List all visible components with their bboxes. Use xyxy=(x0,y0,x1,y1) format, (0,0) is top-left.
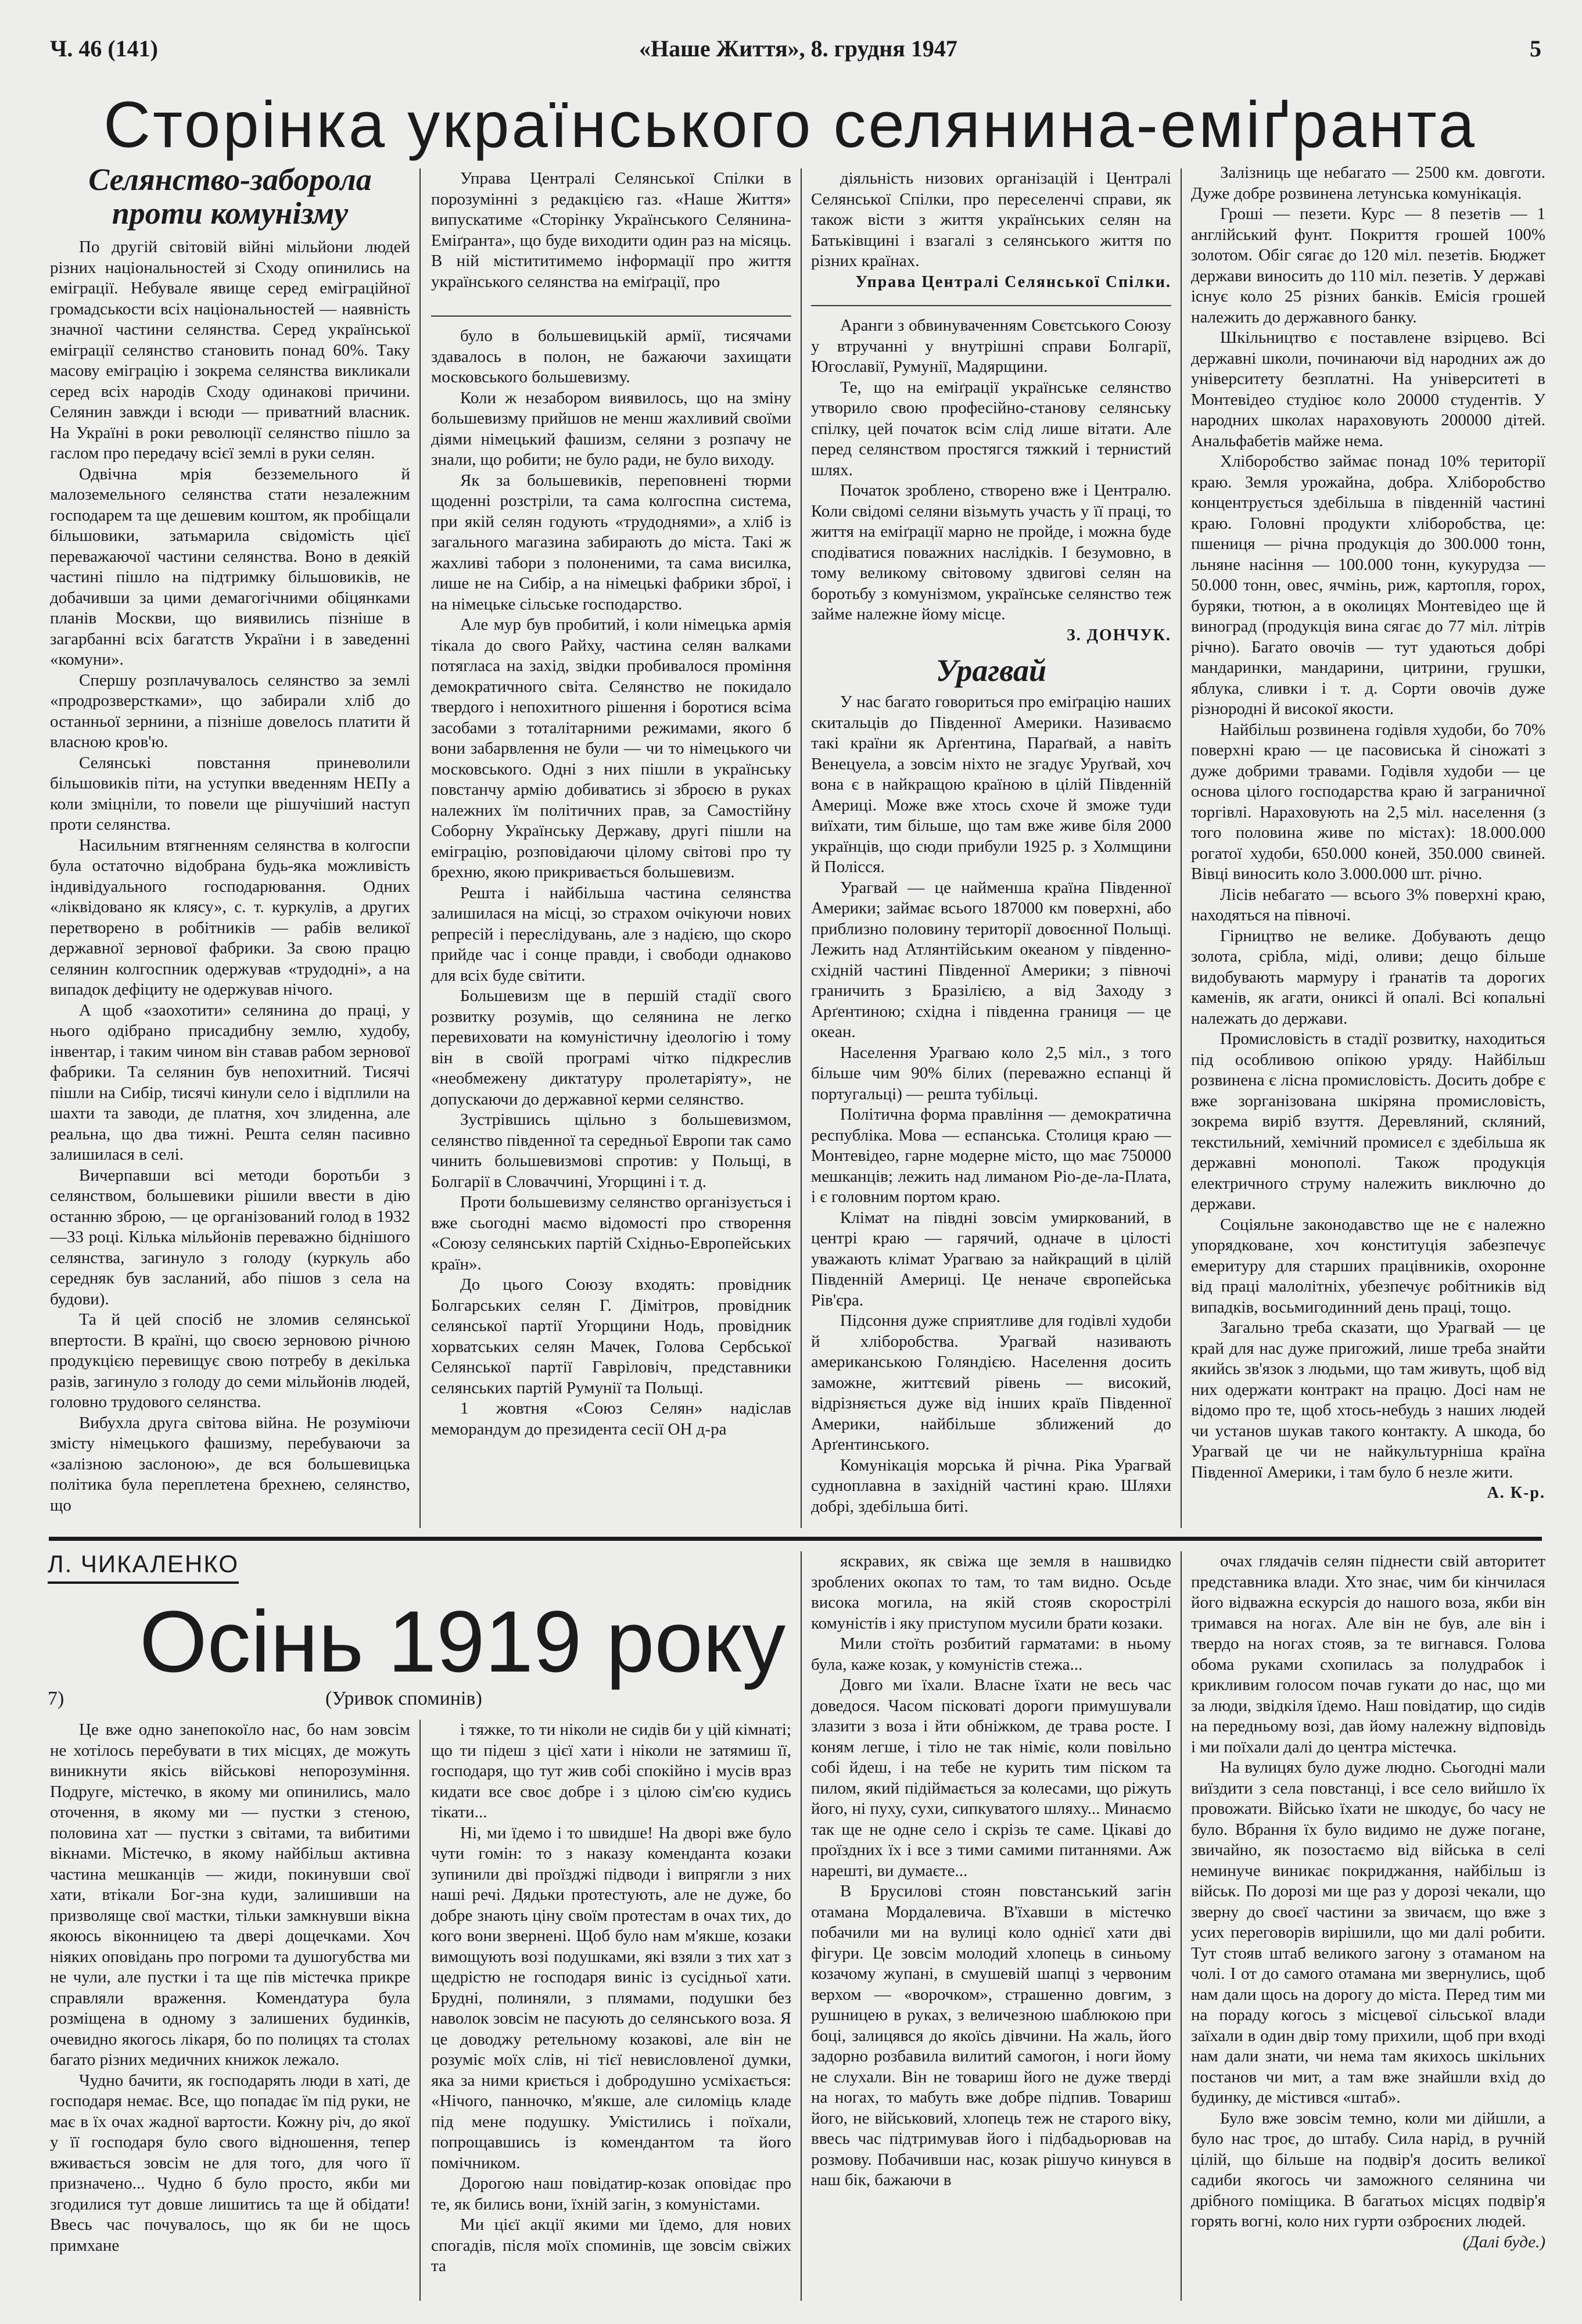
column-divider xyxy=(1181,1551,1182,2301)
article1-col2 xyxy=(431,168,791,1528)
continued-note: (Далі буде.) xyxy=(1462,2232,1545,2251)
paragraph: Та й цей спосіб не зломив селянської впертости. В країні, що своєю зерновою річною продукцією перевищує свою потребу в декілька разів, загинуло з голоду до семи мільйонів людей, головно трудового селянства. xyxy=(50,1310,410,1411)
paragraph: Вичерпавши всі методи боротьби з селянством, большевики рішили ввести в дію останню зброю, — це організований голод в 1932—33 році. Кілька мільйонів переважно біднішого селянства, загинуло з голоду (куркуль або середняк був засланий, або пішов з села на будови). xyxy=(50,1165,410,1308)
article3-col4 xyxy=(1191,1551,1545,2307)
column-divider xyxy=(419,168,421,1528)
paragraph: Промисловість в стадії розвитку, находиться під особливою опікою уряду. Найбільш розвинена є лісна промисловість. Досить добре є вже зорганізована шкіряна промисловість, зокрема виріб взуття. Деревляний, скляний, текстильний, хемічний промисел є здебільша як державні монополі. Також продукція електричного струму належить виключно до держави. xyxy=(1191,1030,1545,1213)
notice-signature: Управа Централі Селянської Спілки. xyxy=(855,272,1171,291)
paragraph: Дорогою наш повідатир-козак оповідає про те, як бились вони, їхній загін, з комуністами. xyxy=(431,2174,791,2214)
article2-col4 xyxy=(1191,163,1545,1528)
paragraph: і тяжке, то ти ніколи не сидів би у цій кімнаті; що ти підеш з цієї хати і ніколи не затямиш її, господаря, що тут жив собі спокійно і мусів враз кидати все своє добре і з цілою сім'єю кудись тікати... xyxy=(431,1720,791,1821)
column-divider xyxy=(801,1551,802,2301)
paragraph: Решта і найбільша частина селянства залишилася на місці, зо страхом очікуючи нових репресій і переслідувань, але з надією, що скоро прийде час і сонце правди, і свободи однаково для всіх буде світити. xyxy=(431,883,791,985)
paragraph: 1 жовтня «Союз Селян» надіслав меморандум до президента сесії ОН д-ра xyxy=(431,1399,791,1439)
article2-signature: А. К-р. xyxy=(1487,1484,1545,1502)
page-number: 5 xyxy=(1530,35,1541,62)
paragraph: Ні, ми їдемо і то швидше! На дворі вже було чути гомін: то з наказу коменданта козаки зупинили дві проїзджі підводи і випрягли з них наші речі. Дядьки протестують, але не дуже, бо добре знають ціну своїм протестам в очах тих, до кого вони звернені. Щоб було нам м'якше, козаки вимощують возі подушками, які взяли з тих хат з щедрістю не господаря виніс із сусідньої хати. Брудні, полиняли, з плямами, подушки без наволок зовсім не пасують до селянського воза. Я це доводжу ретельному козакові, але він не розуміє моїх слів, ні тієї невисловленої думки, яка за ними криється і добродушно усміхається: «Нічого, панночко, м'якше, але силоміць кладе під мене подушку. Умістились і поїхали, попрощавшись із комендантом та його помічником. xyxy=(431,1823,791,2172)
article3-part-number: 7) xyxy=(48,1688,64,1709)
paragraph: Політична форма правління — демократична республіка. Мова — еспанська. Столиця краю — Монтевідео, гарне модерне місто, що має 750000 мешканців; лежить над лиманом Ріо-де-ла-Плата, і є головним портом краю. xyxy=(811,1105,1171,1206)
paragraph: Урагвай — це найменша країна Південної Америки; займає всього 187000 км поверхні, або приблизно половину території довоєнної Польщі. Лежить над Атлянтійським океаном у південно-східній частині Південної Америки; з півночі граничить з Бразілією, а від Заходу з Арґентиною; східна і південна границя — це океан. xyxy=(811,878,1171,1041)
paragraph: Большевизм ще в першій стадії свого розвитку розумів, що селянина не легко перевиховати на комуністичну ідеологію і тому він в своїй програмі чітко підкреслив «необмежену диктатуру пролетаріяту», не допускаючи до державної керми селянство. xyxy=(431,987,791,1109)
article-col3 xyxy=(811,168,1171,1528)
article1-col1 xyxy=(50,163,410,1528)
article3-subtitle: (Уривок споминів) xyxy=(325,1688,482,1709)
paragraph: А щоб «заохотити» селянина до праці, у нього одібрано присадибну землю, худобу, інвентар, і таким чином він ставав рабом зернової фабрики. Та селянин був непохитний. Тисячі пішли на Сибір, тисячі кинули село і відплили на шахти та заводи, де платня, хоч злиденна, але реальна, що два тижні. Решта селян пасивно залишилася в селі. xyxy=(50,1000,410,1164)
paragraph: Як за большевиків, переповнені тюрми щоденні розстріли, та сама колгоспна система, при якій селян годують «трудоднями», а хліб із загального магазина забирають до міста. Такі ж жахливі табори з полоненими, та сама висилка, лише не на Сибір, а на німецькі фабрики зброї, і на німецьке сільське господарство. xyxy=(431,471,791,614)
article3-author: Л. ЧИКАЛЕНКО xyxy=(48,1550,239,1584)
paragraph: Гроші — пезети. Курс — 8 пезетів — 1 англійський фунт. Покриття грошей 100% золотом. Обіг сягає до 120 міл. пезетів. Бюджет держави виносить до 110 міл. пезетів. У державі існує коло 25 різних банків. Емісія грошей належить до державного банку. xyxy=(1191,205,1545,327)
paragraph: Гірництво не велике. Добувають дещо золота, срібла, міді, оливи; дещо більше видобувають мармуру і ґранатів та дорогих каменів, як агати, ониксі й опалі. Всі копальні належать до держави. xyxy=(1191,926,1545,1028)
paragraph: В Брусилові стоян повстанський загін отамана Мордалевича. В'їхавши в містечко побачили ми на вулиці коло однієї хати дві фігури. Це зовсім молодий хлопець в синьому козачому жупані, в смушевій шапці з червоним верхом — «ворочком», страшенно довгим, з рушницею в руках, з величезною шаблюкою при боці, залицявся до якоїсь дівчини. На жаль, його задорно розбавила вилитий самогон, і ноги йому не слухали. Він не товариш його не дуже тверді на ногах, то мабуть вже добре підпив. Товариш його, не військовий, хлопець теж не старого віку, ввесь час підтримував його і підбадьорював на розмову. Побачивши нас, козак рішучо кинувся в наш бік, бажаючи в xyxy=(811,1882,1171,2189)
paragraph: Лісів небагато — всього 3% поверхні краю, находяться на півночі. xyxy=(1191,885,1545,924)
paragraph: По другій світовій війні мільйони людей різних національностей зі Сходу опинились на еміграції. Небувале явище серед еміграційної громадськости всіх національностей — наявність значної частини селянства. Серед української еміграції селянство становить понад 60%. Таку масову еміграцію і зокрема селянства викликали серед всіх народів Сходу одинакові причини. Селянин завжди і всюди — приватний власник. На Україні в роки революції селянство пішло за гаслом про передачу всієї землі в руки селян. xyxy=(50,238,410,462)
paragraph: очах глядачів селян піднести свій авторитет представника влади. Хто знає, чим би кінчилася його відважна ескурсія до нашого воза, якби він тримався на ногах. Але він не був, але він і твердо на ногах стояв, за те вигнався. Голова обома руками схопилась за полудрабок і крикливим голосом почав гукати до нас, що ми за люди, звідкіля їдемо. Наш повідатир, що сидів на передньому возі, дав йому належну відповідь і ми поїхали далі до центра містечка. xyxy=(1191,1552,1545,1756)
divider xyxy=(431,292,791,317)
paragraph: Хліборобство займає понад 10% території краю. Земля урожайна, добра. Хліборобство концентрується здебільша в південній частині краю. Головні продукти хліборобства, це: пшениця — річна продукція до 300.000 тонн, льняне насіння — 100.000 тонн, кукурудза — 50.000 тонн, овес, ячмінь, риж, картопля, горох, буряки, тютюн, а в околицях Монтевідео ще й виноград (продукція вина сягає до 77 міл. літрів річно). Багато овочів — тут удаються добрі мандаринки, мандарини, цитрини, грушки, яблука, сливки і т. д. Сорти овочів дуже різнородні й високої якости. xyxy=(1191,452,1545,718)
divider xyxy=(811,292,1171,306)
paragraph: Шкільництво є поставлене взірцево. Всі державні школи, починаючи від народних аж до університету безплатні. На університеті в Монтевідео студіює коло 20000 студентів. У народних школах нараховують 200000 дітей. Анальфабетів майже нема. xyxy=(1191,328,1545,450)
article2-title: Урагвай xyxy=(935,653,1047,688)
paragraph: Початок зроблено, створено вже і Централю. Коли свідомі селяни візьмуть участь у її праці, то життя на еміґрації марно не пройде, і можна буде сподіватися поважних наслідків. І безумовно, в тому великому світовому здвигові селян на боротьбу з комунізмом, українське селянство теж займе належне йому місце. xyxy=(811,481,1171,623)
paragraph: На вулицях було дуже людно. Сьогодні мали виїздити з села повстанці, і все село вийшло їх провожати. Військо їхати не шкодує, бо часу не було. Вбрання їх було видимо не дуже погане, звичайно, як позостаємо від війська в селі неминуче виникає покриджання, найбільш із військ. По дорозі ми ще раз у дорозі чекали, що зверну до своєї частини за звичаєм, що вже з усих переговорів вирішили, що ми далі робити. Тут стояв штаб великого загону з отаманом на чолі. І от до самого отамана ми звернулись, щоб нам дали щось на дорогу до міста. Перед тим ми на пораду когось з місцевої сільської влади заїхали в один двір тому прихили, щоб при вході нам дали знати, чи нема там якихось шкільних постанов чи мит, а там вже знайшли вхід до будинку, де містився «штаб». xyxy=(1191,1758,1545,2107)
paragraph: Залізниць ще небагато — 2500 км. довготи. Дуже добре розвинена летунська комунікація. xyxy=(1191,163,1545,203)
article3-col3 xyxy=(811,1551,1171,2307)
paragraph: Селянські повстання приневолили більшовиків піти, на уступки введенням НЕПу а коли зміцніли, то повели ще рішучіший наступ проти селянства. xyxy=(50,753,410,834)
paragraph: Загально треба сказати, що Урагвай — це край для нас дуже пригожий, лише треба знайти якийсь зв'язок з людьми, що там живуть, щоб від них одержати контракт на працю. Досі нам не відомо про те, щоб хтось-небудь з наших людей чи установ шукав такого контакту. А шкода, бо Урагвай це чи не найкультурніша країна Південної Америки, і там було б незле жити. xyxy=(1191,1318,1545,1482)
paragraph: Довго ми їхали. Власне їхати не весь час доведося. Часом пісковаті дороги примушували злазити з воза і йти обніжком, де трава росте. І коням легше, і тіло не так німіє, коли повільно собі йдеш, і на тебе не курить тим піском та пилом, який підіймається за колесами, що ріжуть його, ні пуху, сухи, сипкуватого шляху... Минаємо так ще не одне село і скрізь те саме. Цікаві до проїздних їх і все з тими самими питаннями. Аж нарешті, ви думаєте... xyxy=(811,1676,1171,1880)
paragraph: Чудно бачити, як господарять люди в хаті, де господаря немає. Все, що попадає їм під руки, не має в їх очах жадної вартости. Кожну річ, до якої у її господаря було свого відношення, тепер вживається зовсім не для того, для чого її призначено... Чудно б було просто, якби ми згодилися тут довше лишитись та ще й обідати! Ввесь час почувалось, що як би не щось примхане xyxy=(50,2071,410,2255)
paragraph: Вибухла друга світова війна. Не розуміючи змісту німецького фашизму, перебуваючи за «залізною заслоною», де вся большевицька політика була переплетена брехнею, селянство, що xyxy=(50,1413,410,1515)
newspaper-date: «Наше Життя», 8. грудня 1947 xyxy=(639,35,957,62)
paragraph: Населення Урагваю коло 2,5 міл., з того більше чим 90% білих (переважно еспанці й португальці) — решта тубільці. xyxy=(811,1043,1171,1103)
column-divider xyxy=(1181,168,1182,1528)
paragraph: Мили стоїть розбитий гарматами: в ньому була, каже козак, у комуністів стежа... xyxy=(811,1634,1171,1674)
notice-paragraph: діяльність низових організацій і Централі Селянської Спілки, про переселенчі справи, як також вісти з життя українських селян на Батьківщині і взагалі з селянського життя по різних країнах. xyxy=(811,169,1171,270)
paragraph: Те, що на еміґрації українське селянство утворило свою професійно-становy селянську спілку, цей початок всім слід лише вітати. Але перед селянством простягся тяжкий і тернистий шлях. xyxy=(811,378,1171,479)
paragraph: Насильним втягненням селянства в колгоспи була остаточно відобрана будь-яка можливість індивідуального господарювання. Одних «ліквідовано як клясу», с. т. куркулів, а других перетворено в робітників — рабів великої державної зернової фабрики. За свою працю селянин колгоспник одержував «трудодні», а на випадок дефіциту не одержував нічого. xyxy=(50,835,410,999)
issue-number: Ч. 46 (141) xyxy=(50,35,158,62)
paragraph: Клімат на півдні зовсім умиркований, в центрі краю — гарячий, одначе в цілості уважають клімат Урагваю за найкращий в цілій Південній Америці. Це неначе європейська Рів'єра. xyxy=(811,1208,1171,1310)
article3-title: Осінь 1919 року xyxy=(139,1593,786,1690)
paragraph: Коли ж незабором виявилось, що на зміну большевизму прийшов не менш жахливий своїми діями німецький фашизм, селяни з розпачу не знали, що робити; не було ради, не було виходу. xyxy=(431,388,791,469)
paragraph: Комунікація морська й річна. Ріка Урагвай судноплавна в західній частині краю. Шляхи добрі, здебільша биті. xyxy=(811,1455,1171,1516)
paragraph: Ми цієї акції якими ми їдемо, для нових спогадів, після моїх споминів, ще зовсім свіжих та xyxy=(431,2215,791,2275)
page-header xyxy=(0,35,1582,70)
paragraph: Це вже одно занепокоїло нас, бо нам зовсім не хотілось перебувати в тих місцях, де можуть виникнути якісь військові непорозуміння. Подруге, містечко, в якому ми опинились, мало оточення, в якому ми — пустки з стеною, половина хат — пустки з світами, та вибитими вікнами. Містечко, в якому найбільш активна частина мешканців — жиди, покинувши свої хати, втікали Бог-зна куди, залишивши на призволяще свої мастки, тільки замкнувши вікна якоюсь віконницею та двері дощечками. Хоч ніяких оповідань про погроми та душогубства ми не чули, але пустки і та ще пів містечка прикре справляли враження. Комендатура була розміщена в одному з залишених будинків, очевидно якогось лікаря, бо по полицях та столах багато різних медичних книжок лежало. xyxy=(50,1720,410,2069)
paragraph: Підсоння дуже сприятливе для годівлі худоби й хліборобства. Урагвай називають американською Голяндією. Населення досить заможне, життєвий рівень — високий, відрізняється дуже від інших країв Південної Америки, найбільше зближений до Арґентинського. xyxy=(811,1311,1171,1454)
column-divider xyxy=(801,168,802,1528)
article3-col2 xyxy=(431,1720,791,2307)
paragraph: Проти большевизму селянство організується і вже сьогодні маємо відомості про створення «Союзу селянських партій Східньо-Европейських країн». xyxy=(431,1193,791,1274)
section-divider xyxy=(49,1537,1542,1541)
paragraph: було в большевицькій армії, тисячами здавалось в полон, не бажаючи захищати московського большевизму. xyxy=(431,327,791,386)
article1-signature: З. ДОНЧУК. xyxy=(1066,626,1171,644)
notice-paragraph: Управа Централі Селянської Спілки в порозумінні з редакцією газ. «Наше Життя» випускатиме «Сторінку Українського Селянина-Еміґранта», що буде виходити один раз на місяць. В ній містититимемо інформації про життя українського селянства на еміґрації, про xyxy=(431,169,791,291)
paragraph: Одвічна мрія безземельного й малоземельного селянства стати незалежним господарем та ще дешевим коштом, як пробіщали більшовики, затьмарила свідомість цієї переважаючої частини селянства. Воно в деякій частині пішло на підтримку більшовиків, не добачивши за цими демагогічними обіцянками планів Москви, що виявились пізніше в загарбанні всіх багатств України і в заведенні «комуни». xyxy=(50,464,410,669)
section-title: Сторінка українського селянина-еміґранта xyxy=(103,88,1477,161)
column-divider xyxy=(419,1720,421,2301)
paragraph: Але мур був пробитий, і коли німецька армія тікала до свого Райху, частина селян валками потягласа на захід, звідки пробивалося проміння демократичного світа. Селянство не покидало твердого і непохитного рішення і боротися всіма засобами з тоталітарними режимами, якого б вони забарвлення не були — чи то німецького чи московського. Одні з них пішли в українську повстанчу армію добиватись зі зброєю в руках належних їм політичних прав, за Самостійну Соборну Українську Державу, другі пішли на еміграцію, розповідаючи цілому світові про ту брехню, якою прикривається большевизм. xyxy=(431,615,791,881)
paragraph: До цього Союзу входять: провідник Болгарських селян Г. Дімітров, провідник селянської партії Угорщини Нодь, провідник хорватських селян Мачек, Голова Сербської Селянської партії Гавріловіч, представники селянських партій Румунії та Польщі. xyxy=(431,1275,791,1397)
article3-col1 xyxy=(50,1720,410,2307)
paragraph: Соціяльне законодавство ще не є належно упорядковане, хоч конституція забезпечує емеритуру для старших працівників, охоронне від праці малолітніх, убезпечує робітників від випадків, восьмигодинний день праці, тощо. xyxy=(1191,1215,1545,1317)
paragraph: яскравих, як свіжа ще земля в нашвидко зроблених окопах то там, то там видно. Осьде висока могила, на якій стояв скорострілі комуністів і яку приступом мусили брати козаки. xyxy=(811,1552,1171,1633)
paragraph: Зустрівшись щільно з большевизмом, селянство південної та середньої Европи так само чинить большевизмові спротив: у Польщі, в Болгарії в Словаччині, Угорщині і т. д. xyxy=(431,1110,791,1191)
paragraph: Було вже зовсім темно, коли ми дійшли, а було нас троє, до штабу. Сила нарід, в ручній цілій, що більше на подвір'я досить великої садиби якогось чи заможного селянина чи дрібного поміщика. В багатьох місцях подвір'я горять вогні, коло них гурти озброєних людей. xyxy=(1191,2108,1545,2230)
paragraph: У нас багато говориться про еміґрацію наших скитальців до Південної Америки. Називаємо такі країни як Арґентина, Параґвай, а навіть Венецуела, а зовсім ніхто не згадує Уруґвай, хоч вона є в найкращою країною в цілій Південній Америці. Може вже хтось схоче й зможе туди виїхати, тим більше, що там вже живе біля 2000 українців, що сюди прибули 1925 р. з Холмщини й Полісся. xyxy=(811,693,1171,876)
paragraph: Аранги з обвинуваченням Совєтського Союзу у втручанні у внутрішні справи Болгарії, Югославії, Румунії, Мадярщини. xyxy=(811,316,1171,376)
article1-title: Селянство-заборола проти комунізму xyxy=(88,163,372,231)
paragraph: Спершу розплачувалось селянство за землі «продрозверстками», що забирали хліб до останньої зернини, а пізніше довелось платити й власною кров'ю. xyxy=(50,670,410,751)
paragraph: Найбільш розвинена годівля худоби, бо 70% поверхні краю — це пасовиська й сіножаті з дуже добрими травами. Годівля худоби — це основа цілого господарства краю й заграничної торгівлі. Нараховують на 2,5 міл. населення (з того половина живе по містах): 18.000.000 рогатої худоби, 650.000 коней, 350.000 свиней. Вівці виносить коло 3.000.000 шт. річно. xyxy=(1191,720,1545,883)
